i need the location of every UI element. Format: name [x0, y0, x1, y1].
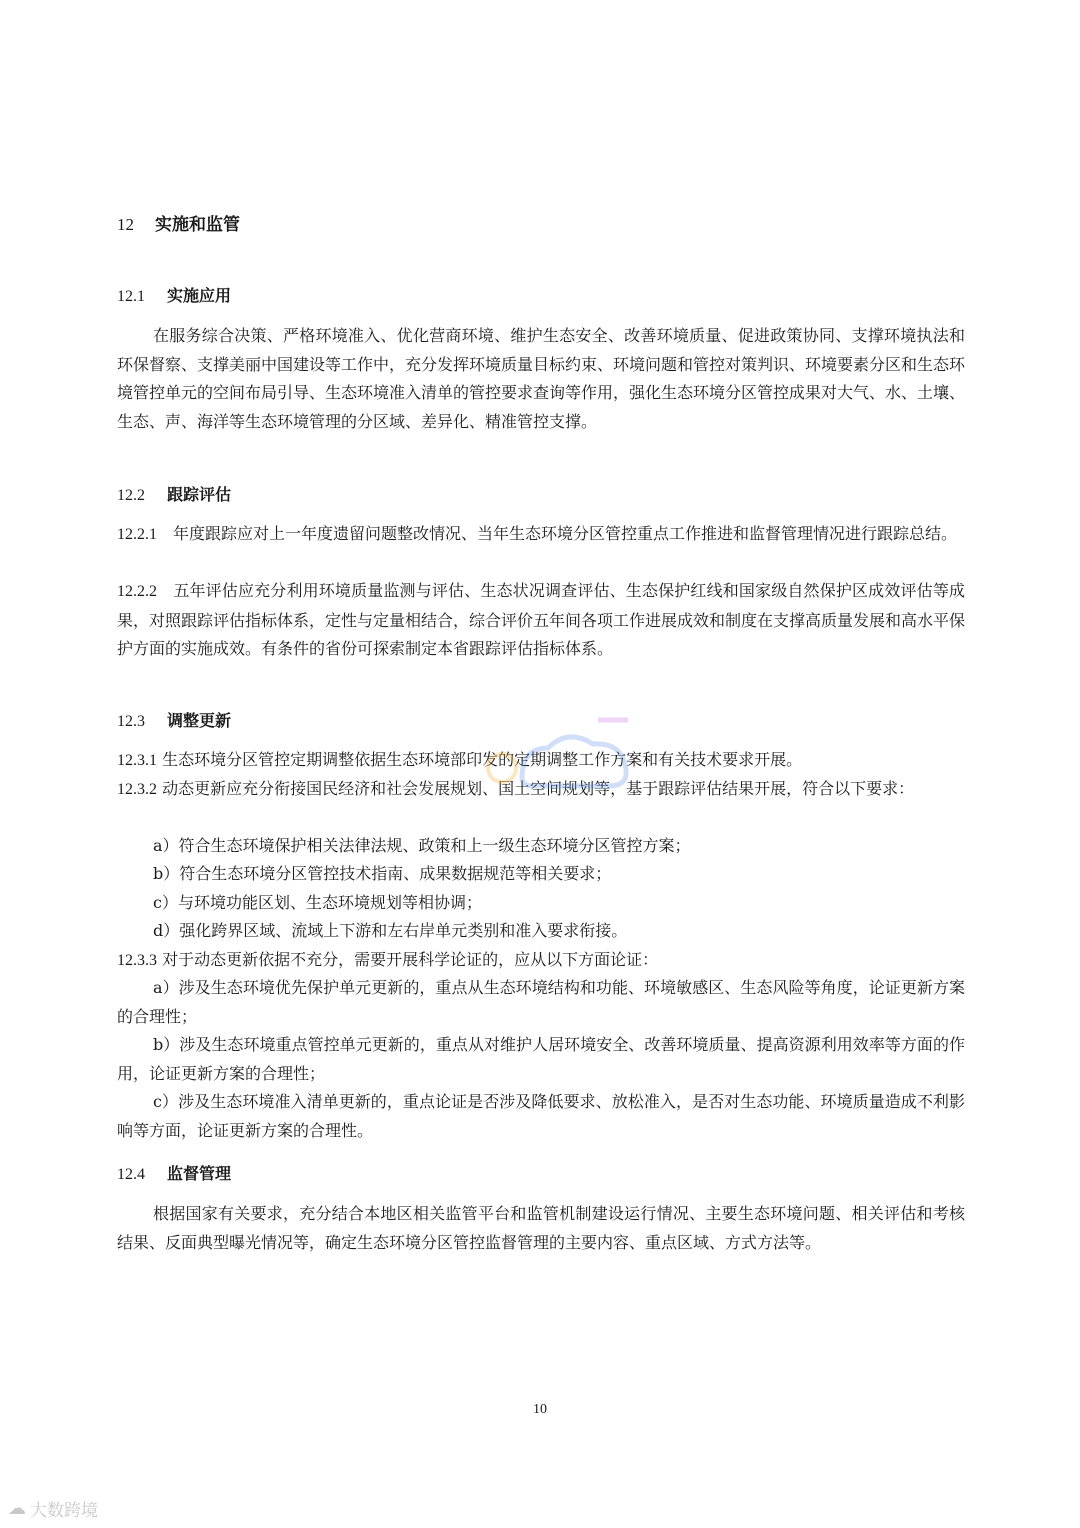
list-item: c）与环境功能区划、生态环境规划等相协调； — [153, 893, 482, 912]
subsection-number: 12.1 — [117, 288, 145, 305]
paragraph-12-3-3 — [117, 946, 965, 976]
chat-bubble-icon: ☁ — [8, 1498, 26, 1519]
watermark-label — [8, 1496, 98, 1521]
list-item: a）涉及生态环境优先保护单元更新的，重点从生态环境结构和功能、环境敏感区、生态风险等角度，论证更新方案的合理性； — [117, 978, 965, 1026]
subsection-title: 跟踪评估 — [167, 485, 232, 504]
subsection-heading-12-3 — [117, 708, 231, 731]
clause-text: 生态环境分区管控定期调整依据生态环境部印发的定期调整工作方案和有关技术要求开展。 — [162, 750, 803, 769]
clause-text: 对于动态更新依据不充分，需要开展科学论证的，应从以下方面论证： — [162, 950, 659, 969]
watermark-text: 大数跨境 — [30, 1501, 98, 1521]
paragraph-12-2-1 — [117, 520, 965, 550]
subsection-heading-12-4 — [117, 1161, 231, 1184]
list-item: b）涉及生态环境重点管控单元更新的，重点从对维护人居环境安全、改善环境质量、提高资源利用效率等方面的作用，论证更新方案的合理性； — [117, 1035, 965, 1083]
clause-text: 五年评估应充分利用环境质量监测与评估、生态状况调查评估、生态保护红线和国家级自然保护区成效评估等成果，对照跟踪评估指标体系，定性与定量相结合，综合评价五年间各项工作进展成效和制度在支撑高质量发展和高水平保护方面的实施成效。有条件的省份可探索制定本省跟踪评估指标体系。 — [117, 581, 966, 659]
clause-number: 12.3.1 — [117, 752, 157, 769]
paragraph-12-3-1 — [117, 746, 965, 776]
list-item: d）强化跨界区域、流域上下游和左右岸单元类别和准入要求衔接。 — [153, 921, 628, 940]
clause-number: 12.3.2 — [117, 781, 157, 798]
clause-text: 动态更新应充分衔接国民经济和社会发展规划、国土空间规划等，基于跟踪评估结果开展，符合以下要求： — [162, 779, 915, 798]
page-number: 10 — [533, 1402, 547, 1417]
clause-number: 12.3.3 — [117, 952, 157, 969]
subsection-heading-12-1 — [117, 283, 231, 306]
clause-number: 12.2.1 — [117, 526, 157, 543]
subsection-title: 监督管理 — [167, 1164, 232, 1183]
section-number: 12 — [117, 215, 134, 234]
subsection-title: 实施应用 — [167, 286, 232, 305]
paragraph-12-1: 在服务综合决策、严格环境准入、优化营商环境、维护生态安全、改善环境质量、促进政策协同、支撑环境执法和环保督察、支撑美丽中国建设等工作中，充分发挥环境质量目标约束、环境问题和管控对策判识、环境要素分区和生态环境管控单元的空间布局引导、生态环境准入清单的管控要求查询等作用，强化生态环境分区管控成果对大气、水、土壤、生态、声、海洋等生态环境管理的分区域、差异化、精准管控支撑。 — [117, 326, 966, 431]
subsection-number: 12.4 — [117, 1166, 145, 1183]
subsection-number: 12.2 — [117, 487, 145, 504]
clause-text: 年度跟踪应对上一年度遗留问题整改情况、当年生态环境分区管控重点工作推进和监督管理情况进行跟踪总结。 — [173, 524, 958, 543]
section-heading — [117, 210, 240, 235]
paragraph-12-4: 根据国家有关要求，充分结合本地区相关监管平台和监管机制建设运行情况、主要生态环境问题、相关评估和考核结果、反面典型曝光情况等，确定生态环境分区管控监督管理的主要内容、重点区域、方式方法等。 — [117, 1204, 965, 1252]
paragraph-12-2-2 — [117, 577, 965, 664]
subsection-title: 调整更新 — [167, 711, 232, 730]
list-item: c）涉及生态环境准入清单更新的，重点论证是否涉及降低要求、放松准入，是否对生态功能、环境质量造成不利影响等方面，论证更新方案的合理性。 — [117, 1092, 965, 1140]
clause-number: 12.2.2 — [117, 583, 157, 600]
subsection-heading-12-2 — [117, 482, 231, 505]
subsection-number: 12.3 — [117, 713, 145, 730]
paragraph-12-3-2 — [117, 775, 965, 805]
list-item: b）符合生态环境分区管控技术指南、成果数据规范等相关要求； — [153, 864, 612, 883]
section-title: 实施和监管 — [155, 215, 240, 235]
list-item: a）符合生态环境保护相关法律法规、政策和上一级生态环境分区管控方案； — [153, 836, 691, 855]
